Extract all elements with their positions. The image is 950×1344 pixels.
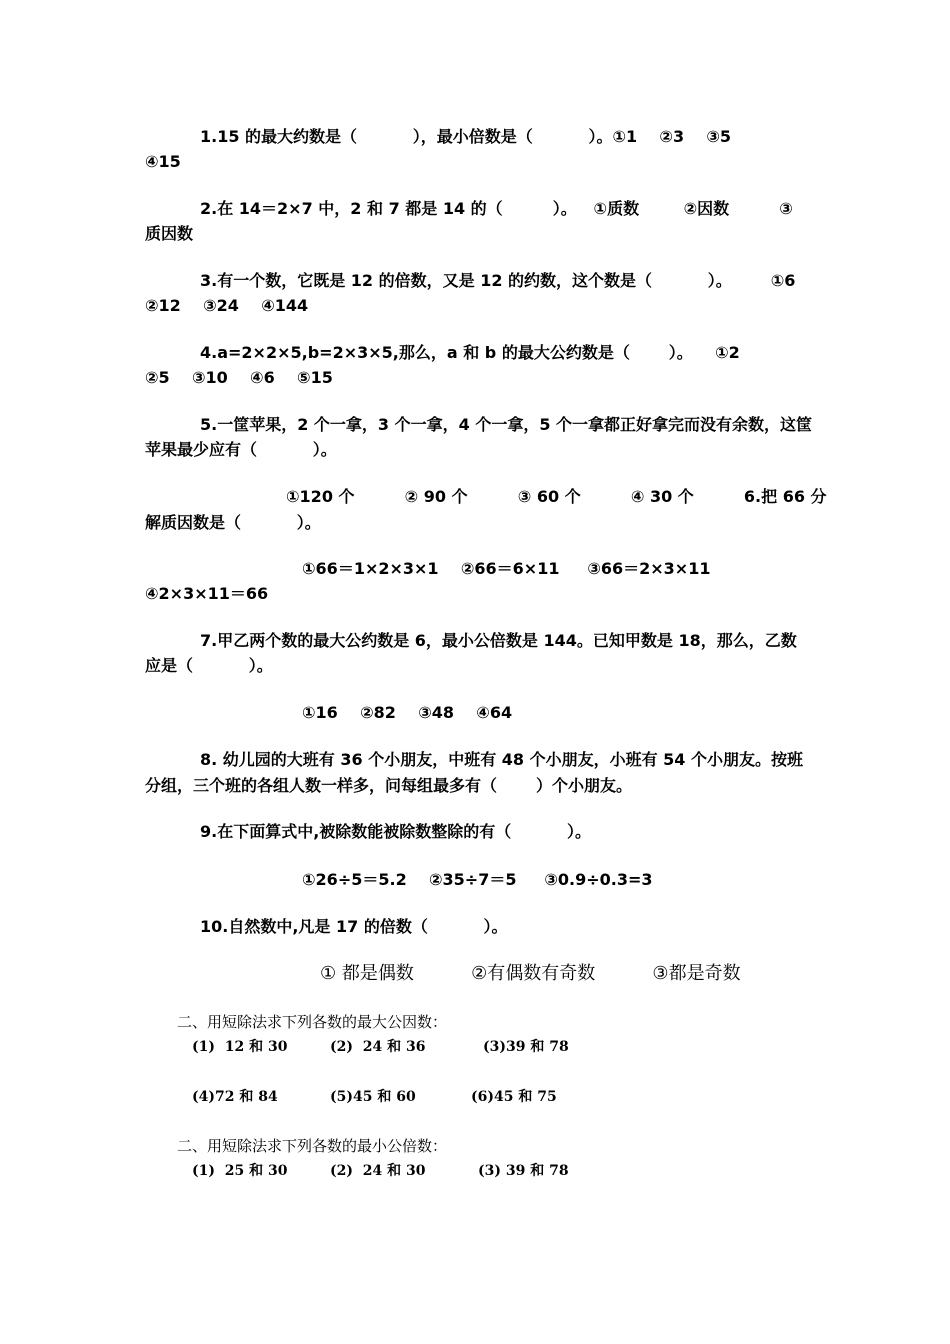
question-7-line-1: 7.甲乙两个数的最大公约数是 6，最小公倍数是 144。已知甲数是 18，那么，乙数 [200,631,797,650]
question-10-options: ① 都是偶数 ②有偶数有奇数 ③都是奇数 [320,963,741,984]
question-5-line-1: 5.一筐苹果，2 个一拿，3 个一拿，4 个一拿，5 个一拿都正好拿完而没有余数，这筐 [200,415,813,434]
gcd-item-3: (3)39 和 78 [483,1039,569,1055]
lcm-item-2: (2) 24 和 30 [330,1163,426,1179]
question-3-line-2: ②12 ③24 ④144 [145,296,309,315]
gcd-item-1: (1) 12 和 30 [192,1039,288,1055]
question-4-line-1: 4.a=2×2×5,b=2×3×5,那么，a 和 b 的最大公约数是（ ）。 ①2 [200,343,740,362]
gcd-item-5: (5)45 和 60 [330,1089,416,1105]
question-3-line-1: 3.有一个数，它既是 12 的倍数，又是 12 的约数，这个数是（ ）。 ①6 [200,271,796,290]
question-7-line-2: 应是（ ）。 [145,656,273,675]
question-5-line-2: 苹果最少应有（ ）。 [145,440,337,459]
gcd-item-4: (4)72 和 84 [192,1089,278,1105]
question-9-options: ①26÷5＝5.2 ②35÷7＝5 ③0.9÷0.3=3 [302,870,653,889]
question-8-line-2: 分组，三个班的各组人数一样多，问每组最多有（ ）个小朋友。 [145,776,632,795]
section-gcd-title: 二、用短除法求下列各数的最大公因数： [177,1013,448,1031]
section-lcm-title: 二、用短除法求下列各数的最小公倍数： [177,1137,448,1155]
question-2-line-1: 2.在 14＝2×7 中，2 和 7 都是 14 的（ ）。 ①质数 ②因数 ③ [200,199,793,218]
question-1-line-2: ④15 [145,152,181,171]
question-9-line-1: 9.在下面算式中,被除数能被除数整除的有（ ）。 [200,822,591,841]
gcd-item-2: (2) 24 和 36 [330,1039,426,1055]
question-4-line-2: ②5 ③10 ④6 ⑤15 [145,368,333,387]
question-7-options: ①16 ②82 ③48 ④64 [302,703,513,722]
lcm-item-3: (3) 39 和 78 [478,1163,569,1179]
question-5-options: ①120 个 ② 90 个 ③ 60 个 ④ 30 个 6.把 66 分 [286,487,827,506]
question-6-line-2: 解质因数是（ ）。 [145,513,321,532]
question-10-line-1: 10.自然数中,凡是 17 的倍数（ ）。 [200,917,508,936]
question-6-options-line-1: ①66＝1×2×3×1 ②66＝6×11 ③66＝2×3×11 [302,559,711,578]
question-8-line-1: 8. 幼儿园的大班有 36 个小朋友，中班有 48 个小朋友，小班有 54 个小朋友。按班 [200,750,804,769]
question-1-line-1: 1.15 的最大约数是（ ），最小倍数是（ ）。①1 ②3 ③5 [200,127,732,146]
question-2-line-2: 质因数 [145,224,194,243]
question-6-options-line-2: ④2×3×11＝66 [145,584,269,603]
lcm-item-1: (1) 25 和 30 [192,1163,288,1179]
gcd-item-6: (6)45 和 75 [471,1089,557,1105]
